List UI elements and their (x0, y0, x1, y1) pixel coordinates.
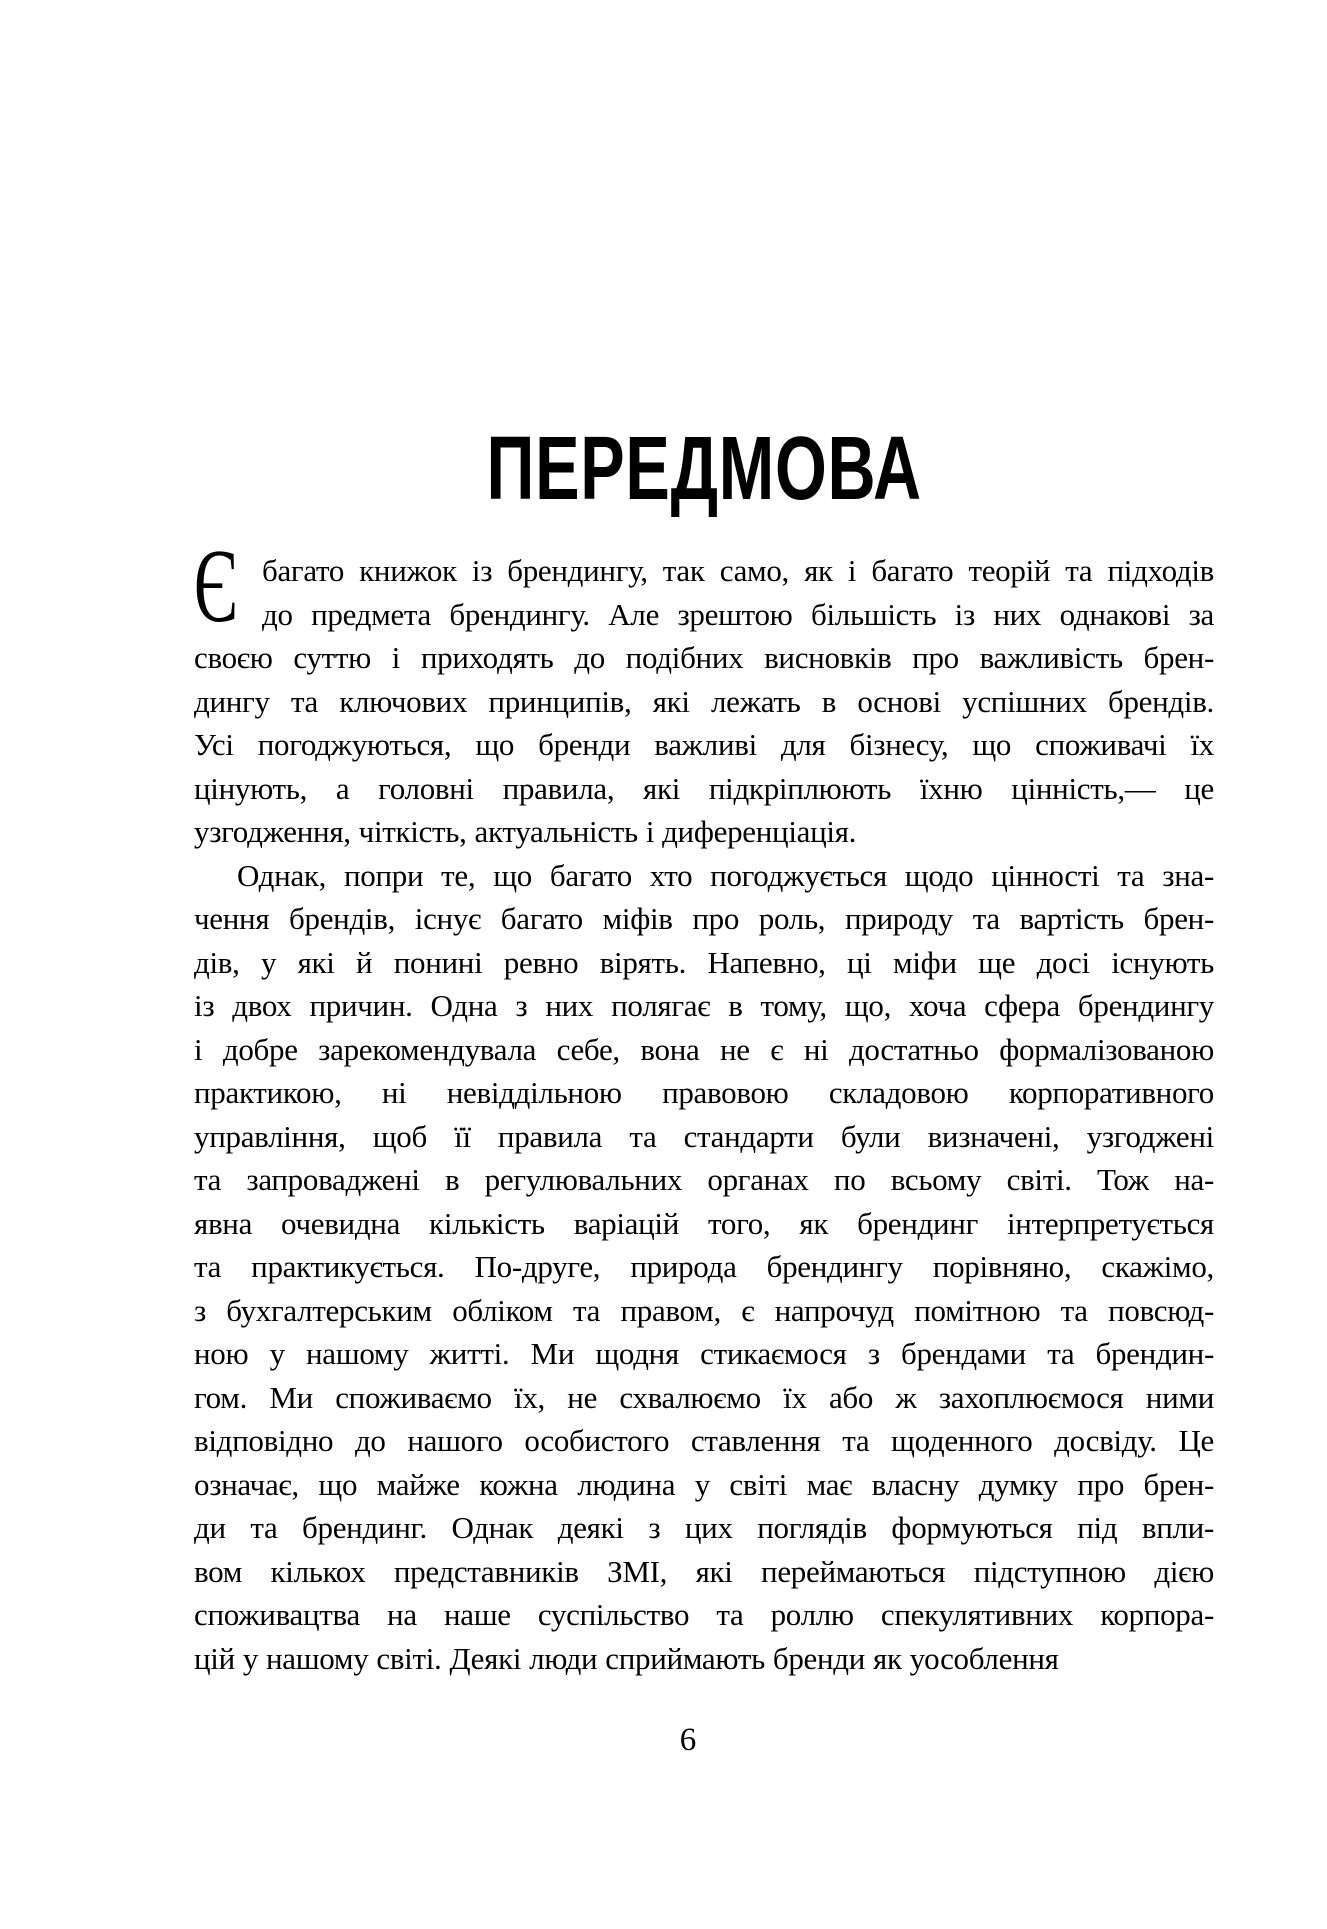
text-line: споживацтва на наше суспільство та роллю спекулятивних корпора- (194, 1597, 1214, 1632)
text-line: і добре зарекомендувала себе, вона не є ні достатньо формалізованою (194, 1031, 1214, 1067)
text-line: до предмета брендингу. Але зрештою більшість із них однакові за (262, 596, 1214, 632)
page-number: 6 (679, 1722, 697, 1758)
text-line: своєю суттю і приходять до подібних висновків про важливість брен- (194, 640, 1214, 675)
drop-cap-letter: Є (194, 527, 238, 644)
text-line: цінують, а головні правила, які підкріплюють їхню цінність,— це (194, 770, 1214, 806)
text-line: вом кількох представників ЗМІ, які переймаються підступною дією (194, 1553, 1214, 1589)
text-line: та практикується. По-друге, природа брендингу порівняно, скажімо, (194, 1249, 1214, 1284)
text-line: чення брендів, існує багато міфів про роль, природу та вартість брен- (194, 901, 1214, 936)
paragraph (194, 527, 1214, 854)
text-line: Однак, попри те, що багато хто погоджується щодо цінності та зна- (237, 857, 1214, 893)
text-line: гом. Ми споживаємо їх, не схвалюємо їх або ж захоплюємося ними (194, 1379, 1214, 1415)
text-line: із двох причин. Одна з них полягає в тому, що, хоча сфера брендингу (194, 988, 1214, 1023)
text-line: означає, що майже кожна людина у світі має власну думку про брен- (194, 1466, 1214, 1502)
text-line: цій у нашому світі. Деякі люди сприймають бренди як уособлення (194, 1640, 1059, 1676)
text-line: багато книжок із брендингу, так само, як і багато теорій та підходів (262, 553, 1214, 588)
text-line: відповідно до нашого особистого ставлення та щоденного досвіду. Це (194, 1423, 1214, 1458)
chapter-title-text: ПЕРЕДМОВА (486, 419, 922, 519)
text-line: дів, у які й понині ревно вірять. Напевно, ці міфи ще досі існують (194, 944, 1214, 980)
text-line: Усі погоджуються, що бренди важливі для бізнесу, що споживачі їх (194, 727, 1214, 762)
text-line: дингу та ключових принципів, які лежать в основі успішних брендів. (194, 683, 1214, 719)
chapter-title (194, 419, 1214, 519)
text-line: ди та брендинг. Однак деякі з цих поглядів формуються під впли- (194, 1510, 1214, 1545)
text-line: практикою, ні невіддільною правовою складовою корпоративного (194, 1075, 1214, 1110)
text-line: ною у нашому житті. Ми щодня стикаємося з брендами та брендин- (194, 1336, 1214, 1371)
text-line: узгодження, чіткість, актуальність і диференціація. (194, 814, 857, 849)
drop-cap (194, 527, 240, 644)
paragraph (194, 854, 1214, 1681)
body-text (194, 527, 1214, 1680)
text-line: та запроваджені в регулювальних органах по всьому світі. Тож на- (194, 1162, 1214, 1197)
text-line: управління, щоб її правила та стандарти були визначені, узгоджені (194, 1118, 1214, 1154)
text-line: з бухгалтерським обліком та правом, є напрочуд помітною та повсюд- (194, 1292, 1214, 1328)
text-line: явна очевидна кількість варіацій того, як брендинг інтерпретується (194, 1205, 1214, 1241)
